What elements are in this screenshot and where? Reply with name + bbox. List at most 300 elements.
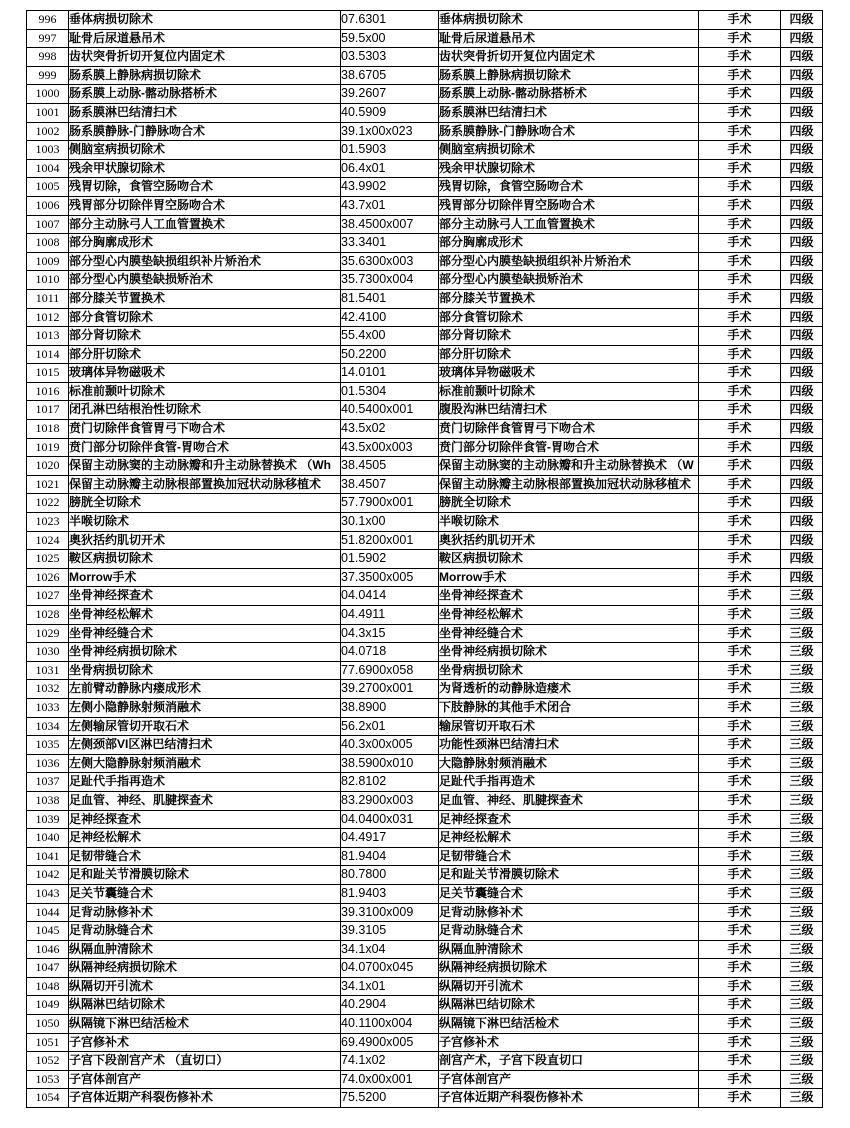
level-label: 三级 — [781, 940, 823, 959]
procedure-code: 75.5200 — [341, 1089, 439, 1108]
row-index: 1007 — [27, 215, 69, 234]
table-row — [27, 922, 823, 941]
table-row — [27, 996, 823, 1015]
table-row — [27, 382, 823, 401]
procedure-name-secondary: 纵隔血肿清除术 — [439, 940, 699, 959]
level-label: 三级 — [781, 680, 823, 699]
level-label: 四级 — [781, 196, 823, 215]
level-label: 四级 — [781, 234, 823, 253]
procedure-name-secondary: 垂体病损切除术 — [439, 11, 699, 30]
category-label: 手术 — [699, 234, 781, 253]
category-label: 手术 — [699, 345, 781, 364]
procedure-code: 77.6900x058 — [341, 661, 439, 680]
row-index: 1034 — [27, 717, 69, 736]
document-page — [0, 10, 850, 1128]
procedure-code: 40.2904 — [341, 996, 439, 1015]
row-index: 1040 — [27, 829, 69, 848]
table-row — [27, 178, 823, 197]
procedure-name-secondary: 部分肾切除术 — [439, 327, 699, 346]
row-index: 1050 — [27, 1015, 69, 1034]
procedure-code: 39.1x00x023 — [341, 122, 439, 141]
level-label: 四级 — [781, 215, 823, 234]
procedure-code: 51.8200x001 — [341, 531, 439, 550]
procedure-name-secondary: 大隐静脉射频消融术 — [439, 754, 699, 773]
row-index: 1017 — [27, 401, 69, 420]
table-row — [27, 643, 823, 662]
procedure-code: 04.0400x031 — [341, 810, 439, 829]
level-label: 三级 — [781, 1015, 823, 1034]
procedure-code: 04.4917 — [341, 829, 439, 848]
level-label: 四级 — [781, 122, 823, 141]
level-label: 四级 — [781, 103, 823, 122]
row-index: 1009 — [27, 252, 69, 271]
row-index: 1035 — [27, 736, 69, 755]
procedure-name-secondary: 保留主动脉窦的主动脉瓣和升主动脉替换术 （W — [439, 457, 699, 476]
table-row — [27, 810, 823, 829]
category-label: 手术 — [699, 903, 781, 922]
procedure-name: 纵隔镜下淋巴结活检术 — [69, 1015, 341, 1034]
level-label: 四级 — [781, 401, 823, 420]
procedure-name: 足背动脉修补术 — [69, 903, 341, 922]
procedure-code: 59.5x00 — [341, 29, 439, 48]
procedure-name-secondary: 标准前颞叶切除术 — [439, 382, 699, 401]
category-label: 手术 — [699, 661, 781, 680]
table-row — [27, 568, 823, 587]
procedure-name: 纵隔切开引流术 — [69, 977, 341, 996]
table-row — [27, 364, 823, 383]
procedure-name: 保留主动脉瓣主动脉根部置换加冠状动脉移植术 — [69, 475, 341, 494]
level-label: 四级 — [781, 159, 823, 178]
category-label: 手术 — [699, 587, 781, 606]
procedure-code: 06.4x01 — [341, 159, 439, 178]
procedure-code: 81.9403 — [341, 884, 439, 903]
procedure-code: 81.9404 — [341, 847, 439, 866]
procedure-name-secondary: 部分主动脉弓人工血管置换术 — [439, 215, 699, 234]
procedure-code: 57.7900x001 — [341, 494, 439, 513]
level-label: 四级 — [781, 327, 823, 346]
table-row — [27, 420, 823, 439]
procedure-code: 04.4911 — [341, 606, 439, 625]
category-label: 手术 — [699, 252, 781, 271]
category-label: 手术 — [699, 327, 781, 346]
procedure-code: 03.5303 — [341, 48, 439, 67]
level-label: 四级 — [781, 289, 823, 308]
table-row — [27, 289, 823, 308]
level-label: 三级 — [781, 903, 823, 922]
procedure-name-secondary: 足血管、神经、肌腱探查术 — [439, 791, 699, 810]
category-label: 手术 — [699, 717, 781, 736]
level-label: 三级 — [781, 1070, 823, 1089]
category-label: 手术 — [699, 606, 781, 625]
table-row — [27, 754, 823, 773]
category-label: 手术 — [699, 364, 781, 383]
level-label: 四级 — [781, 252, 823, 271]
table-row — [27, 940, 823, 959]
procedure-name: 部分型心内膜垫缺损矫治术 — [69, 271, 341, 290]
procedure-name: 纵隔血肿清除术 — [69, 940, 341, 959]
procedure-code: 40.3x00x005 — [341, 736, 439, 755]
procedure-name: 坐骨神经缝合术 — [69, 624, 341, 643]
procedure-name-secondary: 纵隔镜下淋巴结活检术 — [439, 1015, 699, 1034]
table-row — [27, 661, 823, 680]
category-label: 手术 — [699, 122, 781, 141]
procedure-code: 38.6705 — [341, 66, 439, 85]
row-index: 1048 — [27, 977, 69, 996]
procedure-name: 左前臂动静脉内瘘成形术 — [69, 680, 341, 699]
procedure-name-secondary: 部分肝切除术 — [439, 345, 699, 364]
table-row — [27, 234, 823, 253]
category-label: 手术 — [699, 829, 781, 848]
category-label: 手术 — [699, 141, 781, 160]
table-row — [27, 159, 823, 178]
procedure-name: 肠系膜上动脉-髂动脉搭桥术 — [69, 85, 341, 104]
table-row — [27, 308, 823, 327]
procedure-name-secondary: 足趾代手指再造术 — [439, 773, 699, 792]
table-row — [27, 550, 823, 569]
category-label: 手术 — [699, 977, 781, 996]
procedure-name-secondary: 肠系膜上动脉-髂动脉搭桥术 — [439, 85, 699, 104]
table-row — [27, 736, 823, 755]
category-label: 手术 — [699, 922, 781, 941]
procedure-name: 部分膝关节置换术 — [69, 289, 341, 308]
level-label: 四级 — [781, 457, 823, 476]
category-label: 手术 — [699, 29, 781, 48]
procedure-name: 残胃切除，食管空肠吻合术 — [69, 178, 341, 197]
table-row — [27, 606, 823, 625]
level-label: 三级 — [781, 661, 823, 680]
table-row — [27, 122, 823, 141]
procedure-name-secondary: 坐骨神经松解术 — [439, 606, 699, 625]
procedure-name-secondary: 功能性颈淋巴结清扫术 — [439, 736, 699, 755]
procedure-name: 子宫下段剖宫产术 （直切口） — [69, 1052, 341, 1071]
category-label: 手术 — [699, 475, 781, 494]
procedure-code: 35.6300x003 — [341, 252, 439, 271]
procedure-name-secondary: 输尿管切开取石术 — [439, 717, 699, 736]
row-index: 1051 — [27, 1033, 69, 1052]
procedure-code: 01.5304 — [341, 382, 439, 401]
level-label: 四级 — [781, 29, 823, 48]
procedure-code: 69.4900x005 — [341, 1033, 439, 1052]
category-label: 手术 — [699, 1015, 781, 1034]
procedure-code: 39.2700x001 — [341, 680, 439, 699]
procedure-code: 38.5900x010 — [341, 754, 439, 773]
table-row — [27, 29, 823, 48]
procedure-code: 07.6301 — [341, 11, 439, 30]
procedure-code: 42.4100 — [341, 308, 439, 327]
procedure-code: 83.2900x003 — [341, 791, 439, 810]
level-label: 四级 — [781, 550, 823, 569]
procedure-code: 04.0718 — [341, 643, 439, 662]
procedure-name: 子宫修补术 — [69, 1033, 341, 1052]
table-row — [27, 698, 823, 717]
procedure-name-secondary: 足背动脉修补术 — [439, 903, 699, 922]
row-index: 1042 — [27, 866, 69, 885]
level-label: 三级 — [781, 810, 823, 829]
table-row — [27, 847, 823, 866]
category-label: 手术 — [699, 308, 781, 327]
category-label: 手术 — [699, 66, 781, 85]
procedure-name: 残余甲状腺切除术 — [69, 159, 341, 178]
category-label: 手术 — [699, 513, 781, 532]
level-label: 四级 — [781, 438, 823, 457]
category-label: 手术 — [699, 271, 781, 290]
procedure-name-secondary: 足韧带缝合术 — [439, 847, 699, 866]
procedure-name: 坐骨神经病损切除术 — [69, 643, 341, 662]
table-row — [27, 1033, 823, 1052]
procedure-name-secondary: 坐骨神经缝合术 — [439, 624, 699, 643]
row-index: 1011 — [27, 289, 69, 308]
table-row — [27, 494, 823, 513]
row-index: 1004 — [27, 159, 69, 178]
level-label: 四级 — [781, 568, 823, 587]
procedure-name-secondary: 膀胱全切除术 — [439, 494, 699, 513]
procedure-code: 30.1x00 — [341, 513, 439, 532]
procedure-name: 半喉切除术 — [69, 513, 341, 532]
row-index: 1032 — [27, 680, 69, 699]
level-label: 三级 — [781, 866, 823, 885]
procedure-code: 38.4500x007 — [341, 215, 439, 234]
procedure-name-secondary: 肠系膜上静脉病损切除术 — [439, 66, 699, 85]
level-label: 三级 — [781, 1033, 823, 1052]
procedure-name: 闭孔淋巴结根治性切除术 — [69, 401, 341, 420]
procedure-name-secondary: 玻璃体异物磁吸术 — [439, 364, 699, 383]
procedure-name: 齿状突骨折切开复位内固定术 — [69, 48, 341, 67]
table-row — [27, 829, 823, 848]
table-row — [27, 345, 823, 364]
procedure-name-secondary: 足神经探查术 — [439, 810, 699, 829]
row-index: 1038 — [27, 791, 69, 810]
row-index: 1029 — [27, 624, 69, 643]
row-index: 1027 — [27, 587, 69, 606]
procedure-code: 01.5903 — [341, 141, 439, 160]
procedure-name: 左侧输尿管切开取石术 — [69, 717, 341, 736]
procedure-name: 足血管、神经、肌腱探查术 — [69, 791, 341, 810]
row-index: 1044 — [27, 903, 69, 922]
procedure-code: 38.4507 — [341, 475, 439, 494]
category-label: 手术 — [699, 866, 781, 885]
level-label: 四级 — [781, 420, 823, 439]
category-label: 手术 — [699, 1052, 781, 1071]
category-label: 手术 — [699, 196, 781, 215]
procedure-name: 足趾代手指再造术 — [69, 773, 341, 792]
procedure-name-secondary: 子宫修补术 — [439, 1033, 699, 1052]
table-row — [27, 680, 823, 699]
level-label: 三级 — [781, 587, 823, 606]
level-label: 三级 — [781, 884, 823, 903]
procedure-name-secondary: 腹股沟淋巴结清扫术 — [439, 401, 699, 420]
table-row — [27, 866, 823, 885]
level-label: 四级 — [781, 308, 823, 327]
level-label: 三级 — [781, 1089, 823, 1108]
category-label: 手术 — [699, 457, 781, 476]
row-index: 1001 — [27, 103, 69, 122]
procedure-name-secondary: 贲门切除伴食管胃弓下吻合术 — [439, 420, 699, 439]
procedure-name: 贲门部分切除伴食管-胃吻合术 — [69, 438, 341, 457]
table-row — [27, 1089, 823, 1108]
procedure-name-secondary: 残胃部分切除伴胃空肠吻合术 — [439, 196, 699, 215]
level-label: 四级 — [781, 11, 823, 30]
row-index: 998 — [27, 48, 69, 67]
table-row — [27, 215, 823, 234]
procedure-name: 保留主动脉窦的主动脉瓣和升主动脉替换术 （Wh — [69, 457, 341, 476]
procedure-name: 鞍区病损切除术 — [69, 550, 341, 569]
procedure-name-secondary: 半喉切除术 — [439, 513, 699, 532]
category-label: 手术 — [699, 382, 781, 401]
level-label: 四级 — [781, 494, 823, 513]
procedure-code: 40.5909 — [341, 103, 439, 122]
procedure-name: 标准前颞叶切除术 — [69, 382, 341, 401]
procedure-name-secondary: 奥狄括约肌切开术 — [439, 531, 699, 550]
category-label: 手术 — [699, 103, 781, 122]
row-index: 1043 — [27, 884, 69, 903]
procedure-code: 35.7300x004 — [341, 271, 439, 290]
table-row — [27, 903, 823, 922]
row-index: 997 — [27, 29, 69, 48]
row-index: 1024 — [27, 531, 69, 550]
row-index: 1030 — [27, 643, 69, 662]
row-index: 1033 — [27, 698, 69, 717]
category-label: 手术 — [699, 624, 781, 643]
level-label: 三级 — [781, 959, 823, 978]
row-index: 1041 — [27, 847, 69, 866]
level-label: 三级 — [781, 922, 823, 941]
procedure-code: 38.8900 — [341, 698, 439, 717]
procedure-code: 55.4x00 — [341, 327, 439, 346]
table-row — [27, 717, 823, 736]
procedure-name: 纵隔神经病损切除术 — [69, 959, 341, 978]
level-label: 四级 — [781, 364, 823, 383]
procedure-name-secondary: 部分胸廓成形术 — [439, 234, 699, 253]
level-label: 四级 — [781, 66, 823, 85]
category-label: 手术 — [699, 698, 781, 717]
procedure-table-body — [27, 11, 823, 1108]
level-label: 四级 — [781, 531, 823, 550]
category-label: 手术 — [699, 178, 781, 197]
procedure-name-secondary: 残余甲状腺切除术 — [439, 159, 699, 178]
row-index: 1022 — [27, 494, 69, 513]
row-index: 1052 — [27, 1052, 69, 1071]
procedure-name-secondary: 子宫体剖宫产 — [439, 1070, 699, 1089]
level-label: 三级 — [781, 643, 823, 662]
category-label: 手术 — [699, 810, 781, 829]
procedure-code: 43.7x01 — [341, 196, 439, 215]
row-index: 1021 — [27, 475, 69, 494]
category-label: 手术 — [699, 420, 781, 439]
procedure-name: 贲门切除伴食管胃弓下吻合术 — [69, 420, 341, 439]
procedure-name-secondary: 肠系膜淋巴结清扫术 — [439, 103, 699, 122]
procedure-code: 43.9902 — [341, 178, 439, 197]
table-row — [27, 1070, 823, 1089]
procedure-name: 坐骨神经松解术 — [69, 606, 341, 625]
category-label: 手术 — [699, 550, 781, 569]
procedure-name-secondary: 齿状突骨折切开复位内固定术 — [439, 48, 699, 67]
row-index: 1010 — [27, 271, 69, 290]
procedure-name-secondary: 剖宫产术，子宫下段直切口 — [439, 1052, 699, 1071]
level-label: 三级 — [781, 606, 823, 625]
table-row — [27, 773, 823, 792]
level-label: 三级 — [781, 791, 823, 810]
row-index: 1018 — [27, 420, 69, 439]
procedure-name-secondary: 部分型心内膜垫缺损组织补片矫治术 — [439, 252, 699, 271]
table-row — [27, 48, 823, 67]
procedure-name: 耻骨后尿道悬吊术 — [69, 29, 341, 48]
row-index: 1026 — [27, 568, 69, 587]
row-index: 1036 — [27, 754, 69, 773]
category-label: 手术 — [699, 1033, 781, 1052]
procedure-name-secondary: 足关节囊缝合术 — [439, 884, 699, 903]
row-index: 1023 — [27, 513, 69, 532]
category-label: 手术 — [699, 940, 781, 959]
procedure-name: 部分肝切除术 — [69, 345, 341, 364]
row-index: 1031 — [27, 661, 69, 680]
procedure-name: 侧脑室病损切除术 — [69, 141, 341, 160]
procedure-code: 04.3x15 — [341, 624, 439, 643]
row-index: 1008 — [27, 234, 69, 253]
category-label: 手术 — [699, 680, 781, 699]
row-index: 1045 — [27, 922, 69, 941]
table-row — [27, 959, 823, 978]
table-row — [27, 624, 823, 643]
procedure-code: 74.1x02 — [341, 1052, 439, 1071]
procedure-code: 82.8102 — [341, 773, 439, 792]
procedure-name: 足神经松解术 — [69, 829, 341, 848]
category-label: 手术 — [699, 959, 781, 978]
procedure-code: 39.3105 — [341, 922, 439, 941]
table-row — [27, 252, 823, 271]
category-label: 手术 — [699, 438, 781, 457]
category-label: 手术 — [699, 48, 781, 67]
level-label: 三级 — [781, 996, 823, 1015]
procedure-code: 81.5401 — [341, 289, 439, 308]
row-index: 1054 — [27, 1089, 69, 1108]
procedure-code: 39.3100x009 — [341, 903, 439, 922]
row-index: 1028 — [27, 606, 69, 625]
procedure-name-secondary: 下肢静脉的其他手术闭合 — [439, 698, 699, 717]
procedure-name-secondary: 坐骨神经病损切除术 — [439, 643, 699, 662]
table-row — [27, 457, 823, 476]
table-row — [27, 1052, 823, 1071]
row-index: 1046 — [27, 940, 69, 959]
category-label: 手术 — [699, 289, 781, 308]
category-label: 手术 — [699, 754, 781, 773]
procedure-code: 43.5x02 — [341, 420, 439, 439]
procedure-table — [26, 10, 823, 1108]
level-label: 四级 — [781, 178, 823, 197]
level-label: 三级 — [781, 829, 823, 848]
procedure-name: 足神经探查术 — [69, 810, 341, 829]
table-row — [27, 587, 823, 606]
category-label: 手术 — [699, 568, 781, 587]
level-label: 四级 — [781, 85, 823, 104]
procedure-code: 37.3500x005 — [341, 568, 439, 587]
level-label: 四级 — [781, 141, 823, 160]
table-row — [27, 513, 823, 532]
row-index: 996 — [27, 11, 69, 30]
category-label: 手术 — [699, 85, 781, 104]
procedure-name-secondary: 耻骨后尿道悬吊术 — [439, 29, 699, 48]
procedure-name-secondary: 坐骨病损切除术 — [439, 661, 699, 680]
procedure-name: 肠系膜上静脉病损切除术 — [69, 66, 341, 85]
row-index: 1053 — [27, 1070, 69, 1089]
table-row — [27, 791, 823, 810]
level-label: 四级 — [781, 271, 823, 290]
procedure-code: 34.1x04 — [341, 940, 439, 959]
row-index: 1025 — [27, 550, 69, 569]
procedure-code: 40.5400x001 — [341, 401, 439, 420]
table-row — [27, 11, 823, 30]
category-label: 手术 — [699, 996, 781, 1015]
procedure-name-secondary: 保留主动脉瓣主动脉根部置换加冠状动脉移植术 — [439, 475, 699, 494]
